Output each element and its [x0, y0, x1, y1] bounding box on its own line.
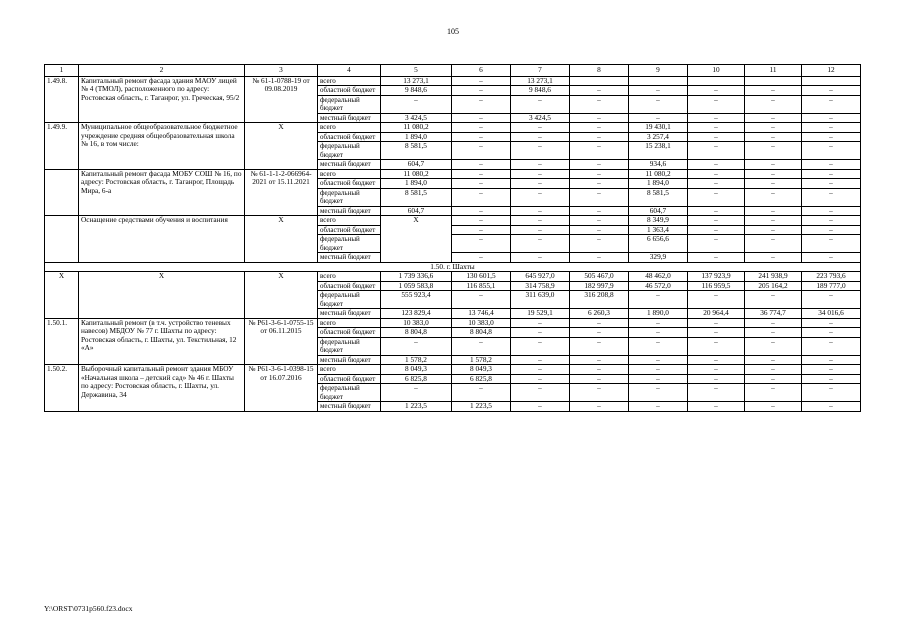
value-cell: – [802, 113, 861, 123]
value-cell: 1 739 336,6 [381, 272, 452, 282]
value-cell: – [511, 95, 570, 113]
value-cell: – [745, 206, 802, 216]
value-cell: – [511, 142, 570, 160]
value-cell: 11 080,2 [381, 169, 452, 179]
column-header: 7 [511, 65, 570, 77]
value-cell: – [452, 235, 511, 253]
item-document: № Р61-3-6-1-0755-15 от 06.11.2015 [245, 318, 318, 365]
item-name: Муниципальное общеобразовательное бюджетное учреждение средняя общеобразовательная школа № 16, в том числе: [79, 123, 245, 170]
value-cell: – [629, 355, 688, 365]
value-cell: 11 080,2 [381, 123, 452, 133]
item-document: Х [245, 123, 318, 170]
value-cell: 36 774,7 [745, 309, 802, 319]
value-cell: 8 581,5 [381, 142, 452, 160]
value-cell: – [802, 123, 861, 133]
value-cell: – [452, 337, 511, 355]
section-title: 1.50. г. Шахты [45, 262, 861, 272]
item-name: Капитальный ремонт (в т.ч. устройство теневых навесов) МБДОУ № 77 г. Шахты по адресу: Ростовская область, г. Шахты, ул. Текстильная, 12 «А» [79, 318, 245, 365]
value-cell: – [745, 132, 802, 142]
value-cell: – [688, 384, 745, 402]
value-cell: – [570, 328, 629, 338]
value-cell: – [511, 365, 570, 375]
budget-type: федеральный бюджет [318, 384, 381, 402]
budget-type: местный бюджет [318, 113, 381, 123]
value-cell: – [629, 402, 688, 412]
budget-type: местный бюджет [318, 206, 381, 216]
budget-type: местный бюджет [318, 160, 381, 170]
value-cell: – [570, 160, 629, 170]
value-cell: – [511, 216, 570, 226]
value-cell: – [745, 235, 802, 253]
value-cell: 13 273,1 [381, 76, 452, 86]
value-cell: – [745, 188, 802, 206]
value-cell: 1 890,0 [629, 309, 688, 319]
value-cell: 3 257,4 [629, 132, 688, 142]
value-cell: – [745, 169, 802, 179]
column-header: 9 [629, 65, 688, 77]
budget-type: федеральный бюджет [318, 142, 381, 160]
value-cell: – [802, 365, 861, 375]
value-cell: – [802, 142, 861, 160]
value-cell: – [745, 365, 802, 375]
value-cell: – [688, 95, 745, 113]
value-cell: – [688, 355, 745, 365]
column-header: 12 [802, 65, 861, 77]
value-cell: 8 049,3 [381, 365, 452, 375]
value-cell: 3 424,5 [381, 113, 452, 123]
value-cell: – [570, 384, 629, 402]
value-cell: – [570, 188, 629, 206]
value-cell: 8 804,8 [452, 328, 511, 338]
footer-file-path: Y:\ORST\0731p560.f23.docx [44, 604, 133, 613]
value-cell [688, 76, 745, 86]
value-cell: – [688, 169, 745, 179]
column-header: 5 [381, 65, 452, 77]
value-cell: – [511, 132, 570, 142]
value-cell: 1 894,0 [629, 179, 688, 189]
value-cell: – [688, 123, 745, 133]
value-cell: – [745, 113, 802, 123]
value-cell: – [629, 95, 688, 113]
budget-type: всего [318, 123, 381, 133]
budget-type: областной бюджет [318, 86, 381, 96]
value-cell: – [745, 95, 802, 113]
value-cell: – [452, 76, 511, 86]
item-number: Х [45, 272, 79, 319]
value-cell: – [570, 206, 629, 216]
value-cell: – [570, 365, 629, 375]
section-row [45, 262, 861, 272]
table-row [45, 318, 861, 328]
budget-type: областной бюджет [318, 328, 381, 338]
column-header: 8 [570, 65, 629, 77]
budget-type: местный бюджет [318, 402, 381, 412]
value-cell: – [802, 253, 861, 263]
value-cell: 645 927,0 [511, 272, 570, 282]
value-cell: 223 793,6 [802, 272, 861, 282]
value-cell: – [745, 160, 802, 170]
value-cell: – [570, 95, 629, 113]
value-cell: – [745, 328, 802, 338]
value-cell: – [802, 188, 861, 206]
value-cell: – [629, 337, 688, 355]
value-cell: – [745, 337, 802, 355]
value-cell [802, 76, 861, 86]
value-cell: – [511, 402, 570, 412]
value-cell: – [452, 206, 511, 216]
value-cell: – [381, 95, 452, 113]
value-cell [745, 76, 802, 86]
value-cell: – [802, 402, 861, 412]
merged-cell: Х [381, 216, 452, 263]
value-cell: – [452, 216, 511, 226]
value-cell: – [688, 235, 745, 253]
value-cell: – [745, 384, 802, 402]
value-cell: 1 578,2 [381, 355, 452, 365]
value-cell: 8 804,8 [381, 328, 452, 338]
value-cell: – [511, 123, 570, 133]
column-header: 6 [452, 65, 511, 77]
page-number: 105 [447, 27, 459, 36]
value-cell: 13 273,1 [511, 76, 570, 86]
value-cell: – [381, 337, 452, 355]
value-cell: – [688, 318, 745, 328]
value-cell: – [570, 355, 629, 365]
item-number [45, 216, 79, 263]
column-header: 3 [245, 65, 318, 77]
value-cell: – [629, 328, 688, 338]
value-cell: 116 855,1 [452, 281, 511, 291]
value-cell: 6 656,6 [629, 235, 688, 253]
value-cell: – [688, 374, 745, 384]
value-cell: 1 894,0 [381, 179, 452, 189]
table-row [45, 272, 861, 282]
budget-type: федеральный бюджет [318, 337, 381, 355]
value-cell: – [629, 365, 688, 375]
value-cell: – [802, 132, 861, 142]
budget-type: федеральный бюджет [318, 95, 381, 113]
value-cell: – [511, 355, 570, 365]
value-cell: – [452, 384, 511, 402]
value-cell: 316 208,8 [570, 291, 629, 309]
value-cell: 137 923,9 [688, 272, 745, 282]
value-cell: – [452, 253, 511, 263]
value-cell: – [688, 253, 745, 263]
budget-type: всего [318, 318, 381, 328]
item-document: Х [245, 216, 318, 263]
value-cell: – [688, 291, 745, 309]
item-number [45, 169, 79, 216]
value-cell: – [688, 188, 745, 206]
value-cell: – [452, 142, 511, 160]
value-cell: – [570, 253, 629, 263]
value-cell: – [570, 318, 629, 328]
value-cell: 19 529,1 [511, 309, 570, 319]
value-cell: 8 581,5 [381, 188, 452, 206]
budget-type: федеральный бюджет [318, 235, 381, 253]
value-cell: – [629, 384, 688, 402]
item-name: Капитальный ремонт фасада МОБУ СОШ № 16, по адресу: Ростовская область, г. Таганрог, Площадь Мира, 6-а [79, 169, 245, 216]
value-cell: – [802, 318, 861, 328]
budget-type: всего [318, 365, 381, 375]
value-cell: – [511, 235, 570, 253]
budget-type: областной бюджет [318, 132, 381, 142]
value-cell: 241 938,9 [745, 272, 802, 282]
column-header: 4 [318, 65, 381, 77]
column-header: 10 [688, 65, 745, 77]
value-cell: 314 758,9 [511, 281, 570, 291]
value-cell: – [745, 86, 802, 96]
budget-type: всего [318, 169, 381, 179]
value-cell: – [570, 123, 629, 133]
value-cell: – [688, 113, 745, 123]
value-cell: – [745, 179, 802, 189]
value-cell: 130 601,5 [452, 272, 511, 282]
value-cell: – [802, 328, 861, 338]
table-row [45, 169, 861, 179]
value-cell: 604,7 [629, 206, 688, 216]
budget-type: местный бюджет [318, 253, 381, 263]
value-cell: – [802, 179, 861, 189]
budget-type: всего [318, 272, 381, 282]
value-cell: – [452, 123, 511, 133]
value-cell: – [570, 113, 629, 123]
value-cell: – [745, 318, 802, 328]
value-cell: – [745, 291, 802, 309]
value-cell: 9 848,6 [381, 86, 452, 96]
value-cell: 1 223,5 [452, 402, 511, 412]
value-cell: – [688, 206, 745, 216]
column-header: 1 [45, 65, 79, 77]
value-cell: – [511, 337, 570, 355]
value-cell: 46 572,0 [629, 281, 688, 291]
value-cell: 1 363,4 [629, 225, 688, 235]
value-cell: – [452, 160, 511, 170]
value-cell: – [688, 142, 745, 160]
item-document: № 61-1-0788-19 от 09.08.2019 [245, 76, 318, 123]
value-cell: 20 964,4 [688, 309, 745, 319]
value-cell: – [688, 328, 745, 338]
value-cell: – [688, 179, 745, 189]
value-cell: – [688, 337, 745, 355]
value-cell: 48 462,0 [629, 272, 688, 282]
value-cell: – [570, 374, 629, 384]
value-cell: 189 777,0 [802, 281, 861, 291]
table-row [45, 216, 861, 226]
value-cell: – [688, 216, 745, 226]
item-document: № Р61-3-6-1-0398-15 от 16.07.2016 [245, 365, 318, 412]
value-cell: 116 959,5 [688, 281, 745, 291]
value-cell: – [745, 216, 802, 226]
value-cell: 6 825,8 [452, 374, 511, 384]
item-number: 1.50.1. [45, 318, 79, 365]
value-cell: 1 578,2 [452, 355, 511, 365]
value-cell: – [452, 86, 511, 96]
value-cell: – [745, 374, 802, 384]
value-cell: – [802, 355, 861, 365]
value-cell: – [745, 355, 802, 365]
budget-type: всего [318, 76, 381, 86]
value-cell: – [688, 402, 745, 412]
value-cell: – [511, 374, 570, 384]
value-cell: 34 016,6 [802, 309, 861, 319]
value-cell: – [802, 160, 861, 170]
value-cell: – [570, 179, 629, 189]
value-cell: – [802, 225, 861, 235]
budget-type: областной бюджет [318, 281, 381, 291]
item-number: 1.50.2. [45, 365, 79, 412]
value-cell: 8 049,3 [452, 365, 511, 375]
item-number: 1.49.9. [45, 123, 79, 170]
column-number-row [45, 65, 861, 77]
value-cell: – [802, 86, 861, 96]
budget-type: местный бюджет [318, 309, 381, 319]
value-cell: – [745, 142, 802, 160]
value-cell: – [570, 402, 629, 412]
value-cell: – [511, 160, 570, 170]
budget-type: всего [318, 216, 381, 226]
value-cell: 123 829,4 [381, 309, 452, 319]
value-cell: – [629, 86, 688, 96]
item-number: 1.49.8. [45, 76, 79, 123]
value-cell: 10 383,0 [381, 318, 452, 328]
item-document: № 61-1-1-2-066964-2021 от 15.11.2021 [245, 169, 318, 216]
table-row [45, 123, 861, 133]
table-row [45, 76, 861, 86]
column-header: 2 [79, 65, 245, 77]
value-cell: – [511, 206, 570, 216]
value-cell: – [452, 169, 511, 179]
value-cell: – [802, 95, 861, 113]
value-cell: – [570, 169, 629, 179]
value-cell [570, 76, 629, 86]
value-cell: – [511, 253, 570, 263]
value-cell: 6 825,8 [381, 374, 452, 384]
value-cell: – [570, 216, 629, 226]
value-cell: – [452, 291, 511, 309]
value-cell: – [688, 365, 745, 375]
value-cell: – [452, 113, 511, 123]
value-cell: – [452, 188, 511, 206]
value-cell: 311 639,0 [511, 291, 570, 309]
value-cell: – [688, 225, 745, 235]
value-cell: 555 923,4 [381, 291, 452, 309]
value-cell: – [745, 123, 802, 133]
table-row [45, 365, 861, 375]
value-cell: – [802, 235, 861, 253]
budget-type: федеральный бюджет [318, 291, 381, 309]
value-cell: – [688, 132, 745, 142]
value-cell: – [452, 225, 511, 235]
value-cell: 1 059 583,8 [381, 281, 452, 291]
value-cell: – [688, 86, 745, 96]
value-cell: – [570, 132, 629, 142]
value-cell: 3 424,5 [511, 113, 570, 123]
value-cell: – [629, 318, 688, 328]
item-document: Х [245, 272, 318, 319]
value-cell: 205 164,2 [745, 281, 802, 291]
value-cell: – [452, 179, 511, 189]
value-cell: – [802, 384, 861, 402]
value-cell: – [745, 402, 802, 412]
value-cell: – [570, 235, 629, 253]
value-cell: – [511, 225, 570, 235]
value-cell: – [511, 179, 570, 189]
budget-type: областной бюджет [318, 374, 381, 384]
item-name: Капитальный ремонт фасада здания МАОУ лицей № 4 (ТМОЛ), расположенного по адресу: Ростовская область, г. Таганрог, ул. Греческая, 95/2 [79, 76, 245, 123]
value-cell: – [629, 291, 688, 309]
value-cell: 15 238,1 [629, 142, 688, 160]
value-cell: – [745, 225, 802, 235]
value-cell: – [570, 142, 629, 160]
value-cell: 1 894,0 [381, 132, 452, 142]
value-cell: 329,9 [629, 253, 688, 263]
budget-table [44, 64, 861, 412]
value-cell: 934,6 [629, 160, 688, 170]
value-cell: – [511, 384, 570, 402]
value-cell: – [802, 374, 861, 384]
value-cell: – [511, 318, 570, 328]
value-cell: 604,7 [381, 206, 452, 216]
value-cell: 505 467,0 [570, 272, 629, 282]
value-cell: – [802, 206, 861, 216]
budget-type: местный бюджет [318, 355, 381, 365]
value-cell [629, 76, 688, 86]
value-cell: 604,7 [381, 160, 452, 170]
column-header: 11 [745, 65, 802, 77]
value-cell: – [570, 337, 629, 355]
value-cell: 13 746,4 [452, 309, 511, 319]
value-cell: 6 260,3 [570, 309, 629, 319]
item-name: Х [79, 272, 245, 319]
item-name: Оснащение средствами обучения и воспитания [79, 216, 245, 263]
value-cell: – [629, 113, 688, 123]
value-cell: – [381, 384, 452, 402]
budget-type: областной бюджет [318, 225, 381, 235]
value-cell: – [511, 328, 570, 338]
value-cell: – [452, 95, 511, 113]
value-cell: 1 223,5 [381, 402, 452, 412]
value-cell: 182 997,9 [570, 281, 629, 291]
value-cell: – [745, 253, 802, 263]
value-cell: – [570, 86, 629, 96]
value-cell: – [570, 225, 629, 235]
value-cell: – [452, 132, 511, 142]
value-cell: – [511, 169, 570, 179]
value-cell: – [511, 188, 570, 206]
value-cell: 9 848,6 [511, 86, 570, 96]
budget-type: федеральный бюджет [318, 188, 381, 206]
item-name: Выборочный капитальный ремонт здания МБОУ «Начальная школа – детский сад» № 46 г. Шахты по адресу: Ростовская область, г. Шахты, ул. Державина, 34 [79, 365, 245, 412]
value-cell: 8 349,9 [629, 216, 688, 226]
value-cell: – [802, 291, 861, 309]
budget-type: областной бюджет [318, 179, 381, 189]
value-cell: – [802, 216, 861, 226]
value-cell: 10 383,0 [452, 318, 511, 328]
value-cell: – [802, 337, 861, 355]
value-cell: – [802, 169, 861, 179]
value-cell: 11 080,2 [629, 169, 688, 179]
value-cell: – [629, 374, 688, 384]
value-cell: 19 430,1 [629, 123, 688, 133]
value-cell: – [688, 160, 745, 170]
value-cell: 8 581,5 [629, 188, 688, 206]
